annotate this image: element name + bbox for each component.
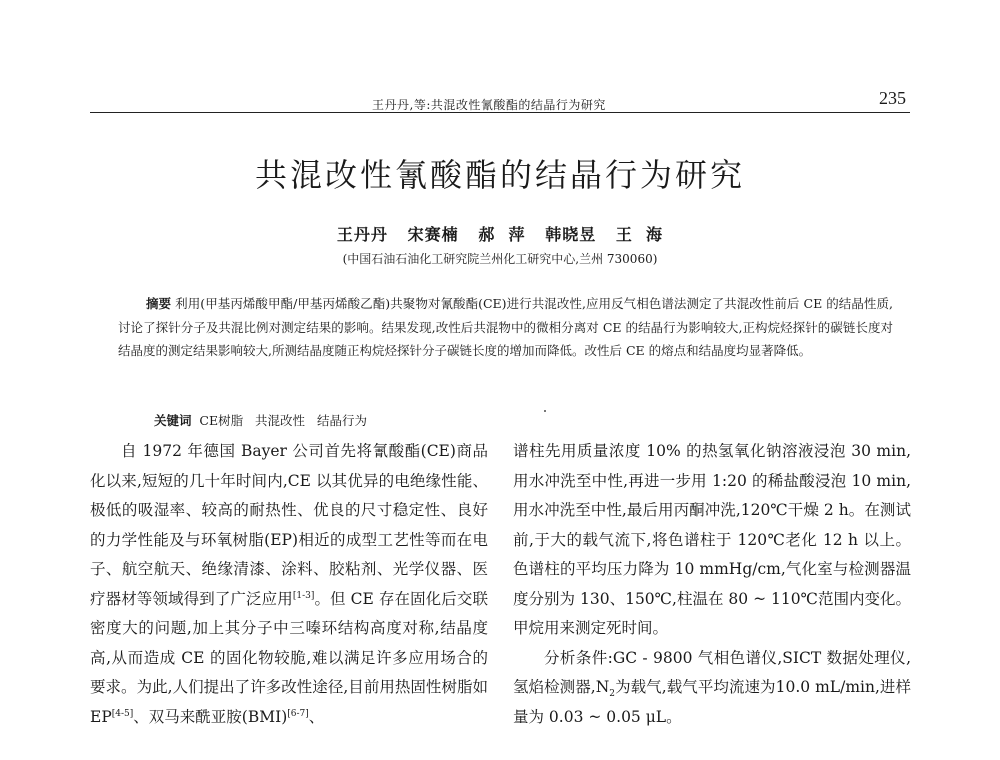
right-column xyxy=(513,437,911,732)
intro-text-2: 。但 CE 存在固化后交联密度大的问题,加上其分子中三嗪环结构高度对称,结晶度高,从而造成 CE 的固化物较脆,难以满足许多应用场合的要求。为此,人们提出了许多改性途径,目前用热固性树脂如 EP xyxy=(90,589,488,726)
keywords-label: 关键词 xyxy=(153,413,192,428)
abstract-text: 利用(甲基丙烯酸甲酯/甲基丙烯酸乙酯)共聚物对氰酸酯(CE)进行共混改性,应用反气相色谱法测定了共混改性前后 CE 的结晶性质,讨论了探针分子及共混比例对测定结果的影响。结果发现,改性后共混物中的微相分离对 CE 的结晶行为影响较大,正构烷烃探针的碳链长度对结晶度的测定结果影响较大,所测结晶度随正构烷烃探针分子碳链长度的增加而降低。改性后 CE 的熔点和结晶度均显著降低。 xyxy=(118,296,893,358)
intro-paragraph xyxy=(90,437,488,732)
keywords-text: CE树脂 共混改性 结晶行为 xyxy=(191,413,367,428)
running-header xyxy=(90,86,910,112)
intro-text-1: 自 1972 年德国 Bayer 公司首先将氰酸酯(CE)商品化以来,短短的几十年时间内,CE 以其优异的电绝缘性能、极低的吸湿率、较高的耐热性、优良的尺寸稳定性、良好的力学性能及与环氧树脂(EP)相近的成型工艺性等而在电子、航空航天、绝缘清漆、涂料、胶粘剂、光学仪器、医疗器材等领域得到了广泛应用 xyxy=(90,442,488,608)
keywords xyxy=(146,396,367,429)
analysis-conditions-paragraph xyxy=(513,644,911,733)
citation-ref: [4-5] xyxy=(111,708,134,719)
abstract-label: 摘要 xyxy=(146,296,172,311)
running-header-text: 王丹丹,等:共混改性氰酸酯的结晶行为研究 xyxy=(372,98,606,112)
article-title: 共混改性氰酸酯的结晶行为研究 xyxy=(254,156,745,194)
stray-dot xyxy=(544,410,546,412)
left-column xyxy=(90,437,488,732)
author-list: 王丹丹 宋赛楠 郝 萍 韩晓昱 王 海 xyxy=(336,225,664,244)
column-preparation-paragraph: 谱柱先用质量浓度 10% 的热氢氧化钠溶液浸泡 30 min,用水冲洗至中性,再进一步用 1:20 的稀盐酸浸泡 10 min,用水冲洗至中性,最后用丙酮冲洗,120℃干燥 2 h。在测试前,于大的载气流下,将色谱柱于 120℃老化 12 h 以上。色谱柱的平均压力降为 10 mmHg/cm,气化室与检测器温度分别为 130、150℃,柱温在 80 ~ 110℃范围内变化。甲烷用来测定死时间。 xyxy=(513,442,911,637)
header-rule xyxy=(90,112,910,113)
analysis-text-2: 为载气,载气平均流速为10.0 mL/min,进样量为 0.03 ~ 0.05 μL。 xyxy=(513,678,911,726)
citation-ref: [6-7] xyxy=(287,708,309,719)
affiliation: (中国石油石油化工研究院兰州化工研究中心,兰州 730060) xyxy=(342,252,658,266)
citation-ref: [1-3] xyxy=(292,590,315,601)
page-number: 235 xyxy=(879,88,906,108)
analysis-text-1: 分析条件:GC - 9800 气相色谱仪,SICT 数据处理仪,氢焰检测器,N xyxy=(513,648,911,696)
intro-text-3: 、双马来酰亚胺(BMI) xyxy=(133,707,288,726)
abstract xyxy=(118,292,893,363)
intro-text-4: 、 xyxy=(308,707,325,726)
subscript: 2 xyxy=(609,689,616,700)
